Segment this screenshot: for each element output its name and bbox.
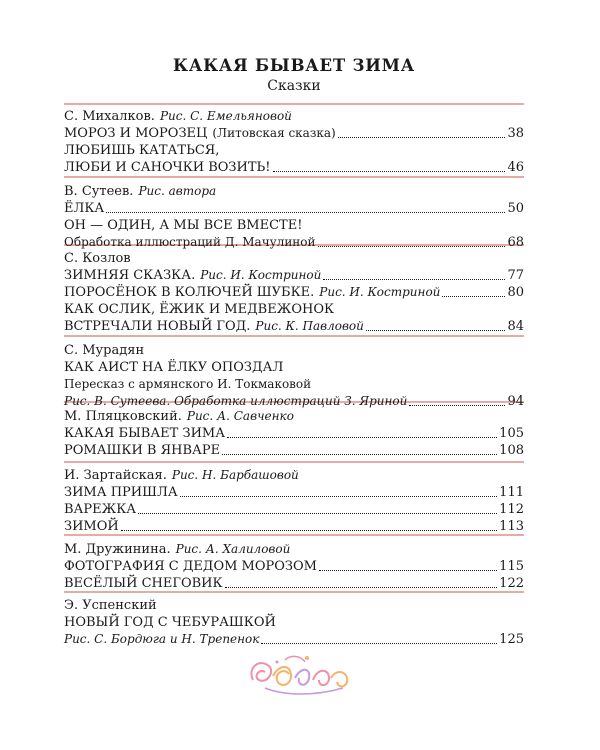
entry-title: ЗИМОЙ (64, 519, 119, 534)
page-number: 108 (499, 443, 524, 458)
toc-entry[interactable] (64, 125, 524, 142)
toc-entry[interactable] (64, 518, 524, 535)
author-name: Э. Успенский (64, 598, 157, 613)
page-number: 94 (507, 394, 524, 409)
toc-entry[interactable] (64, 359, 524, 376)
toc-entry[interactable] (64, 575, 524, 592)
section-divider (64, 176, 524, 178)
section-divider (64, 335, 524, 337)
page-number: 105 (499, 426, 524, 441)
entry-note: Обработка иллюстраций Д. Мачулиной (64, 235, 316, 249)
page-number: 80 (507, 285, 524, 300)
toc-entry[interactable] (64, 376, 524, 393)
dot-leader (180, 484, 497, 497)
toc-entry[interactable] (64, 234, 524, 251)
toc-entry[interactable] (64, 217, 524, 234)
toc-entry[interactable] (64, 267, 524, 284)
page-number: 125 (499, 632, 524, 647)
illustrator-credit: Рис. И. Костриной (200, 268, 322, 282)
dot-leader (106, 200, 505, 213)
author-name: И. Зартайская. (64, 468, 167, 483)
page-number: 111 (499, 485, 524, 500)
dot-leader (323, 267, 505, 280)
dot-leader (261, 631, 497, 644)
entry-title: МОРОЗ И МОРОЗЕЦ (64, 126, 208, 141)
entry-title: НОВЫЙ ГОД С ЧЕБУРАШКОЙ (64, 615, 276, 630)
author-name: М. Дружинина. (64, 542, 171, 557)
page-number: 115 (499, 559, 524, 574)
entry-title: ЛЮБИШЬ КАТАТЬСЯ, (64, 143, 220, 158)
toc-entry[interactable] (64, 442, 524, 459)
toc-section (64, 108, 524, 176)
toc-entry[interactable] (64, 558, 524, 575)
entry-title: ВСТРЕЧАЛИ НОВЫЙ ГОД. (64, 319, 251, 334)
illustrator-credit: Рис. Н. Барбашовой (171, 468, 299, 482)
toc-section (64, 541, 524, 592)
page-number: 112 (499, 502, 524, 517)
toc-section (64, 342, 524, 410)
toc-entry[interactable] (64, 142, 524, 159)
dot-leader (222, 442, 497, 455)
page-number: 38 (507, 126, 524, 141)
toc-section (64, 467, 524, 535)
author-name: С. Мурадян (64, 343, 145, 358)
dot-leader (409, 393, 505, 406)
entry-title: ЛЮБИ И САНОЧКИ ВОЗИТЬ! (64, 160, 271, 175)
illustrator-credit: Рис. А. Савченко (186, 409, 294, 423)
page-title: КАКАЯ БЫВАЕТ ЗИМА (173, 56, 415, 75)
toc-section (64, 597, 524, 648)
toc-entry[interactable] (64, 200, 524, 217)
entry-title: РОМАШКИ В ЯНВАРЕ (64, 443, 221, 458)
author-name: М. Пляцковский. (64, 409, 182, 424)
author-name: В. Сутеев. (64, 184, 134, 199)
toc-entry[interactable] (64, 159, 524, 176)
illustrator-credit: Рис. В. Сутеева. Обработка иллюстраций З. Яриной (64, 394, 408, 408)
section-header (64, 183, 524, 200)
entry-title: ВАРЕЖКА (64, 502, 137, 517)
dot-leader (338, 125, 506, 138)
toc-entry[interactable] (64, 631, 524, 648)
entry-title: ЁЛКА (64, 201, 105, 216)
section-header (64, 108, 524, 125)
dot-leader (366, 318, 506, 331)
toc-entry[interactable] (64, 318, 524, 335)
section-divider (64, 461, 524, 463)
dot-leader (318, 234, 506, 247)
section-header (64, 250, 524, 267)
page-number: 113 (499, 519, 524, 534)
illustrator-credit: Рис. А. Халиловой (175, 542, 291, 556)
illustrator-credit: Рис. автора (138, 184, 217, 198)
author-name: С. Михалков. (64, 109, 155, 124)
toc-entry[interactable] (64, 284, 524, 301)
toc-section (64, 408, 524, 459)
toc-entry[interactable] (64, 484, 524, 501)
section-header (64, 408, 524, 425)
section-header (64, 597, 524, 614)
entry-title: ФОТОГРАФИЯ С ДЕДОМ МОРОЗОМ (64, 559, 317, 574)
entry-title: ЗИМА ПРИШЛА (64, 485, 178, 500)
dot-leader (319, 558, 497, 571)
section-header (64, 541, 524, 558)
section-divider (64, 103, 524, 105)
page-number: 46 (507, 160, 524, 175)
toc-section (64, 250, 524, 335)
entry-note: Пересказ с армянского И. Токмаковой (64, 377, 312, 391)
toc-entry[interactable] (64, 301, 524, 318)
entry-title: КАК АИСТ НА ЁЛКУ ОПОЗДАЛ (64, 360, 284, 375)
entry-title: ЗИМНЯЯ СКАЗКА. (64, 268, 196, 283)
dot-leader (442, 284, 505, 297)
page-number: 84 (507, 319, 524, 334)
entry-title: КАКАЯ БЫВАЕТ ЗИМА (64, 426, 226, 441)
dot-leader (227, 425, 497, 438)
entry-note: (Литовская сказка) (212, 126, 336, 140)
page-number: 122 (499, 576, 524, 591)
dot-leader (225, 575, 498, 588)
decorative-ornament-icon (245, 650, 355, 700)
illustrator-credit: Рис. С. Емельяновой (159, 109, 292, 123)
toc-section (64, 183, 524, 251)
author-name: С. Козлов (64, 251, 131, 266)
page-number: 77 (507, 268, 524, 283)
toc-entry[interactable] (64, 501, 524, 518)
dot-leader (273, 159, 506, 172)
entry-title: ПОРОСЁНОК В КОЛЮЧЕЙ ШУБКЕ. (64, 285, 315, 300)
toc-entry[interactable] (64, 425, 524, 442)
illustrator-credit: Рис. И. Костриной (319, 285, 441, 299)
section-header (64, 342, 524, 359)
page-number: 68 (507, 235, 524, 250)
illustrator-credit: Рис. С. Бордюга и Н. Трепенок (64, 632, 260, 646)
illustrator-credit: Рис. К. Павловой (255, 319, 364, 333)
entry-title: ВЕСЁЛЫЙ СНЕГОВИК (64, 576, 223, 591)
toc-entry[interactable] (64, 614, 524, 631)
page-subtitle: Сказки (267, 78, 321, 94)
section-header (64, 467, 524, 484)
page-number: 50 (507, 201, 524, 216)
dot-leader (121, 518, 497, 531)
dot-leader (138, 501, 497, 514)
entry-title: ОН — ОДИН, А МЫ ВСЕ ВМЕСТЕ! (64, 218, 303, 233)
entry-title: КАК ОСЛИК, ЁЖИК И МЕДВЕЖОНОК (64, 302, 335, 317)
